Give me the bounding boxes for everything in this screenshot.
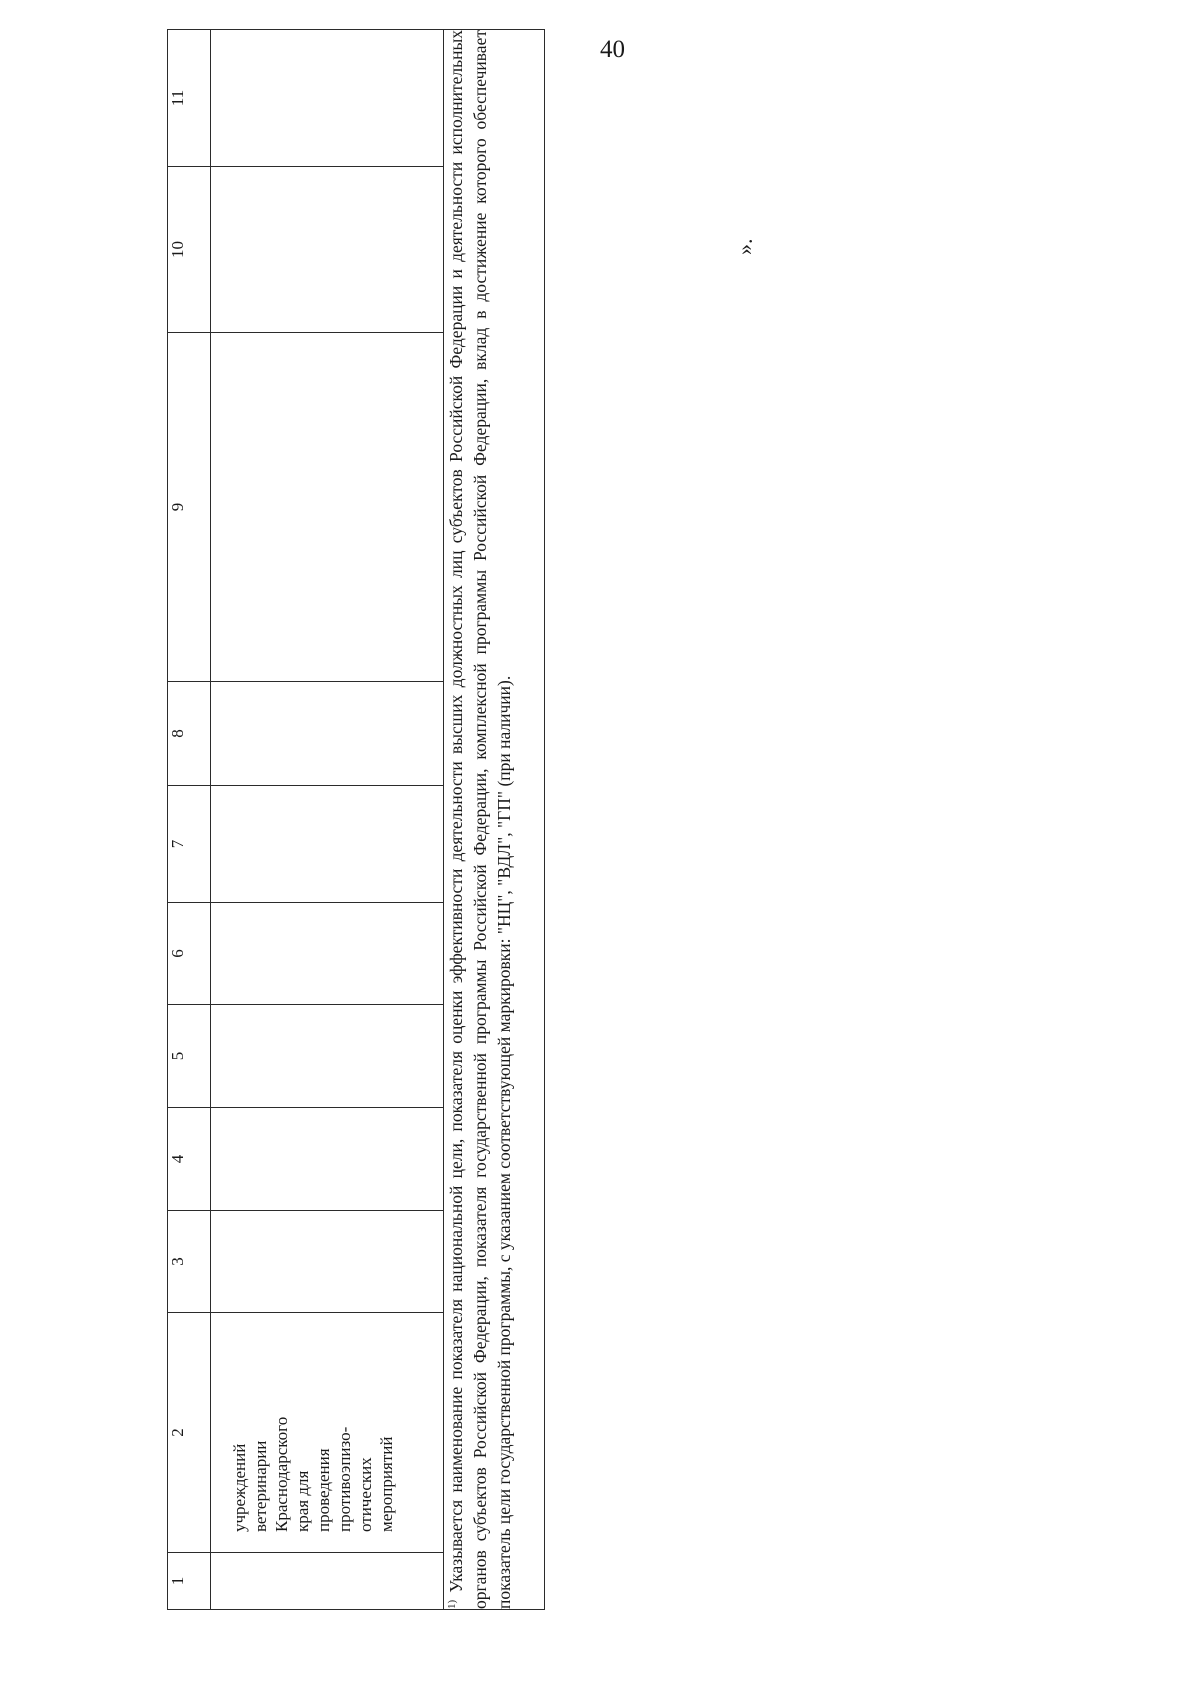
table-cell (211, 167, 444, 333)
column-number: 11 (168, 30, 211, 167)
table-cell (211, 903, 444, 1005)
column-number: 8 (168, 682, 211, 786)
table-cell (211, 1211, 444, 1313)
column-number: 7 (168, 786, 211, 903)
table-row (211, 30, 444, 1610)
cell-line: ветеринарии (251, 1440, 270, 1532)
table-cell (211, 1005, 444, 1108)
table-cell (211, 1108, 444, 1211)
column-number: 9 (168, 333, 211, 682)
page-number: 40 (600, 36, 625, 63)
footnote-text: Указывается наименование показателя национальной цели, показателя оценки эффективности деятельности высших должностных лиц субъектов Российской Федерации и деятельности исполнительных органов субъектов Российской Федерации, показателя государственной программы Российской Федерации, комплексной программы Российской Федерации, вклад в достижение которого обеспечивает показатель цели государственной программы, с указанием соответствующей маркировки: "НЦ", "ВДЛ", "ГП" (при наличии). (446, 30, 514, 1609)
cell-line: отических (356, 1457, 375, 1532)
column-number: 4 (168, 1108, 211, 1211)
cell-line: края для (293, 1470, 312, 1532)
column-number-row (168, 30, 211, 1610)
cell-line: мероприятий (377, 1436, 396, 1532)
cell-line: Краснодарского (272, 1416, 291, 1532)
table-cell (211, 1313, 444, 1553)
cell-line: учреждений (230, 1443, 249, 1532)
column-number: 3 (168, 1211, 211, 1313)
cell-line: проведения (314, 1448, 333, 1532)
footnote-row (444, 30, 545, 1610)
table-cell (211, 30, 444, 167)
table-cell (211, 682, 444, 786)
cell-line: противоэпизо- (335, 1426, 354, 1532)
table-cell (211, 786, 444, 903)
closing-quote-mark: ». (732, 238, 757, 255)
table-cell (211, 1553, 444, 1610)
table-cell (211, 333, 444, 682)
footnote-marker: 1) (446, 1599, 459, 1609)
column-number: 6 (168, 903, 211, 1005)
column-number: 2 (168, 1313, 211, 1553)
institution-description (211, 1313, 397, 1552)
column-number: 5 (168, 1005, 211, 1108)
indicator-table (167, 29, 545, 1610)
column-number: 10 (168, 167, 211, 333)
column-number: 1 (168, 1553, 211, 1610)
footnote-cell (444, 30, 545, 1610)
